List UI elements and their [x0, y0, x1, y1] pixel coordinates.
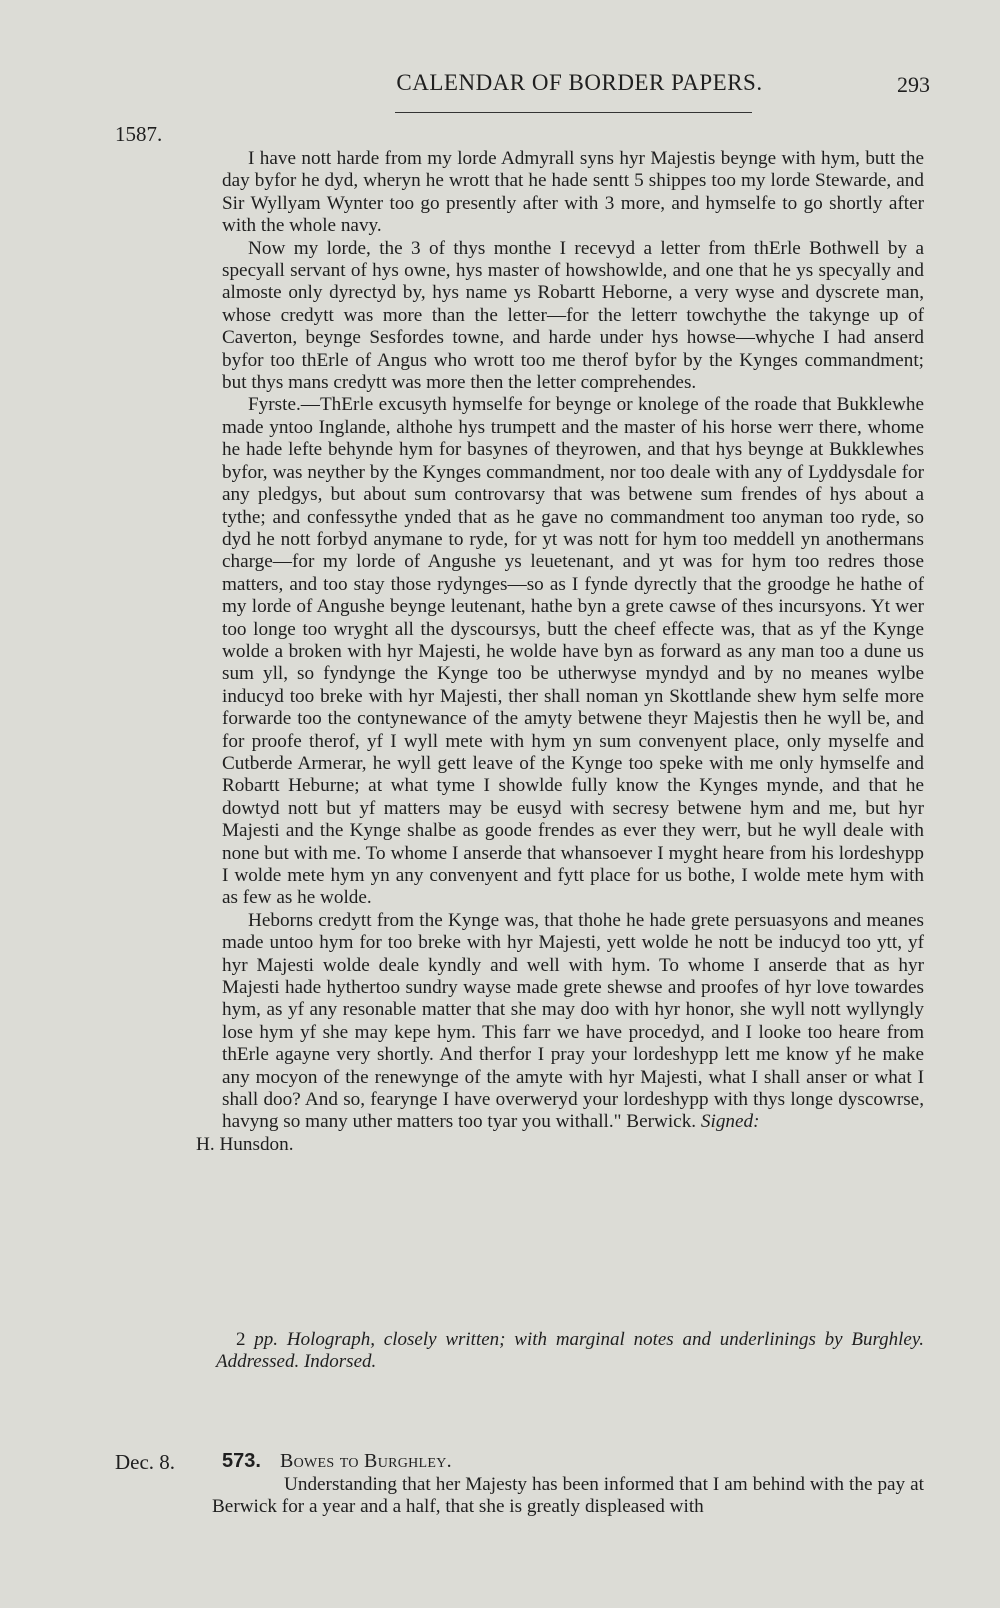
letter-paragraph: Now my lorde, the 3 of thys monthe I recevyd a letter from thErle Bothwell by a specyall servant of hys owne, hys master of howshowlde, and one that he ys specyally and almoste only dyrectyd by, hys name ys Robartt Heborne, a very wyse and dyscrete man, whose credytt was more than the letter—for the letterr towchythe the takynge up of Caverton, beynge Sesfordes towne, and harde under hys howse—whyche I had anserd byfor too thErle of Angus who wrott too me therof byfor by the Kynges commandment; but thys mans credytt was more then the letter comprehendes. — [222, 237, 924, 394]
letter-paragraph — [196, 909, 924, 1156]
letter-paragraph-text: Heborns credytt from the Kynge was, that thohe he hade grete persuasyons and meanes made untoo hym for too breke with hyr Majesti, yett wolde he nott be inducyd too ytt, yf hyr Majesti wolde deale kyndly and well with hym. To whome I anserde that as hyr Majesti hade hythertoo sundry wayse made grete shewse and proofes of hyr love towardes hym, as yf any resonable matter that she may doo with hyr honor, she wyll nott wyllyngly lose hym yf she may kepe hym. This farr we have procedyd, and I looke too heare from thErle agayne very shortly. And therfor I pray your lordeshypp lett me know yf he make any mocyon of the renewynge of the amyte with hyr Majesti, what I shall anser or what I shall doo? And so, fearynge I have overweryd your lordeshypp with thys longe dyscowrse, havyng so many uther matters too tyar you withall." Berwick. — [222, 909, 924, 1133]
signatory: H. Hunsdon. — [196, 1133, 294, 1155]
note-text: Holograph, closely written; with marginal notes and underlinings by Burghley. Addressed. Indorsed. — [216, 1329, 924, 1373]
header-rule — [395, 112, 752, 113]
entry-number: 573. — [222, 1450, 261, 1472]
letter-paragraph: Fyrste.—ThErle excusyth hymselfe for beynge or knolege of the roade that Bukklewhe made yntoo Inglande, althohe hys trumpett and the master of his horse werr there, whome he hade lefte behynde hym for basynes of theyrowen, and that hys beynge at Bukklewhes byfor, was neyther by the Kynges commandment, nor too deale with any of Lyddysdale for any pledgys, but about sum controvarsy that was betwene sum frendes of hys about a tythe; and confessythe ynded that as he gave no commandment too anyman too ryde, so dyd he nott forbyd anymane to ryde, for yt was nott for hym too meddell yn anothermans charge—for my lorde of Angushe ys leuetenant, and yt was for hym too redres those matters, and too stay those rydynges—so as I fynde dyrectly that the groodge he hathe of my lorde of Angushe beynge leutenant, hathe byn a grete cawse of thes incursyons. Yt wer too longe too wryght all the dyscoursys, butt the cheef effecte was, that as yf the Kynge wolde a broken with hyr Majesti, he wolde have byn as forward as any man too a dune us sum yll, so fyndynge the Kynge too be utherwyse myndyd and by no meanes wylbe inducyd too breke with hyr Majesti, ther shall noman yn Skottlande shew hym selfe more forwarde too the contynewance of the amyty betwene theyr Majestis then he wyll be, and for proofe therof, yf I wyll mete with hym yn sum convenyent place, only myselfe and Cutberde Armerar, he wyll gett leave of the Kynge too speke with me only hymselfe and Robartt Heburne; at what tyme I showlde fully know the Kynges mynde, and that he dowtyd nott but yf matters may be eusyd with secresy betwene hym and me, but hyr Majesti and the Kynge shalbe as goode frendes as ever they werr, but he wyll deale with none but with me. To whome I anserde that whansoever I myght heare from his lordeshypp I wolde mete hym yn any convenyent and fytt place for us bothe, I wolde mete hym with as few as he wolde. — [222, 394, 924, 909]
editorial-note — [216, 1329, 924, 1374]
pp-abbrev: pp. — [254, 1329, 279, 1350]
entry-text: Understanding that her Majesty has been informed that I am behind with the pay at Berwick for a year and a half, that she is greatly displeased with — [212, 1474, 924, 1518]
letter-paragraph: I have nott harde from my lorde Admyrall syns hyr Majestis beynge with hym, butt the day byfor he dyd, wheryn he wrott that he hade sentt 5 shippes too my lorde Stewarde, and Sir Wyllyam Wynter too go presently after with 3 more, and hymselfe to go shortly after with the whole navy. — [222, 148, 924, 237]
entry-heading — [222, 1450, 452, 1473]
entry-title: Bowes to Burghley. — [279, 1450, 452, 1472]
running-title: CALENDAR OF BORDER PAPERS. — [396, 70, 763, 95]
page-count: 2 — [236, 1329, 246, 1350]
margin-year: 1587. — [115, 122, 163, 146]
letter-body — [196, 148, 924, 1156]
signed-label: Signed: — [700, 1111, 760, 1133]
page-number: 293 — [897, 72, 930, 97]
margin-date: Dec. 8. — [115, 1450, 176, 1474]
